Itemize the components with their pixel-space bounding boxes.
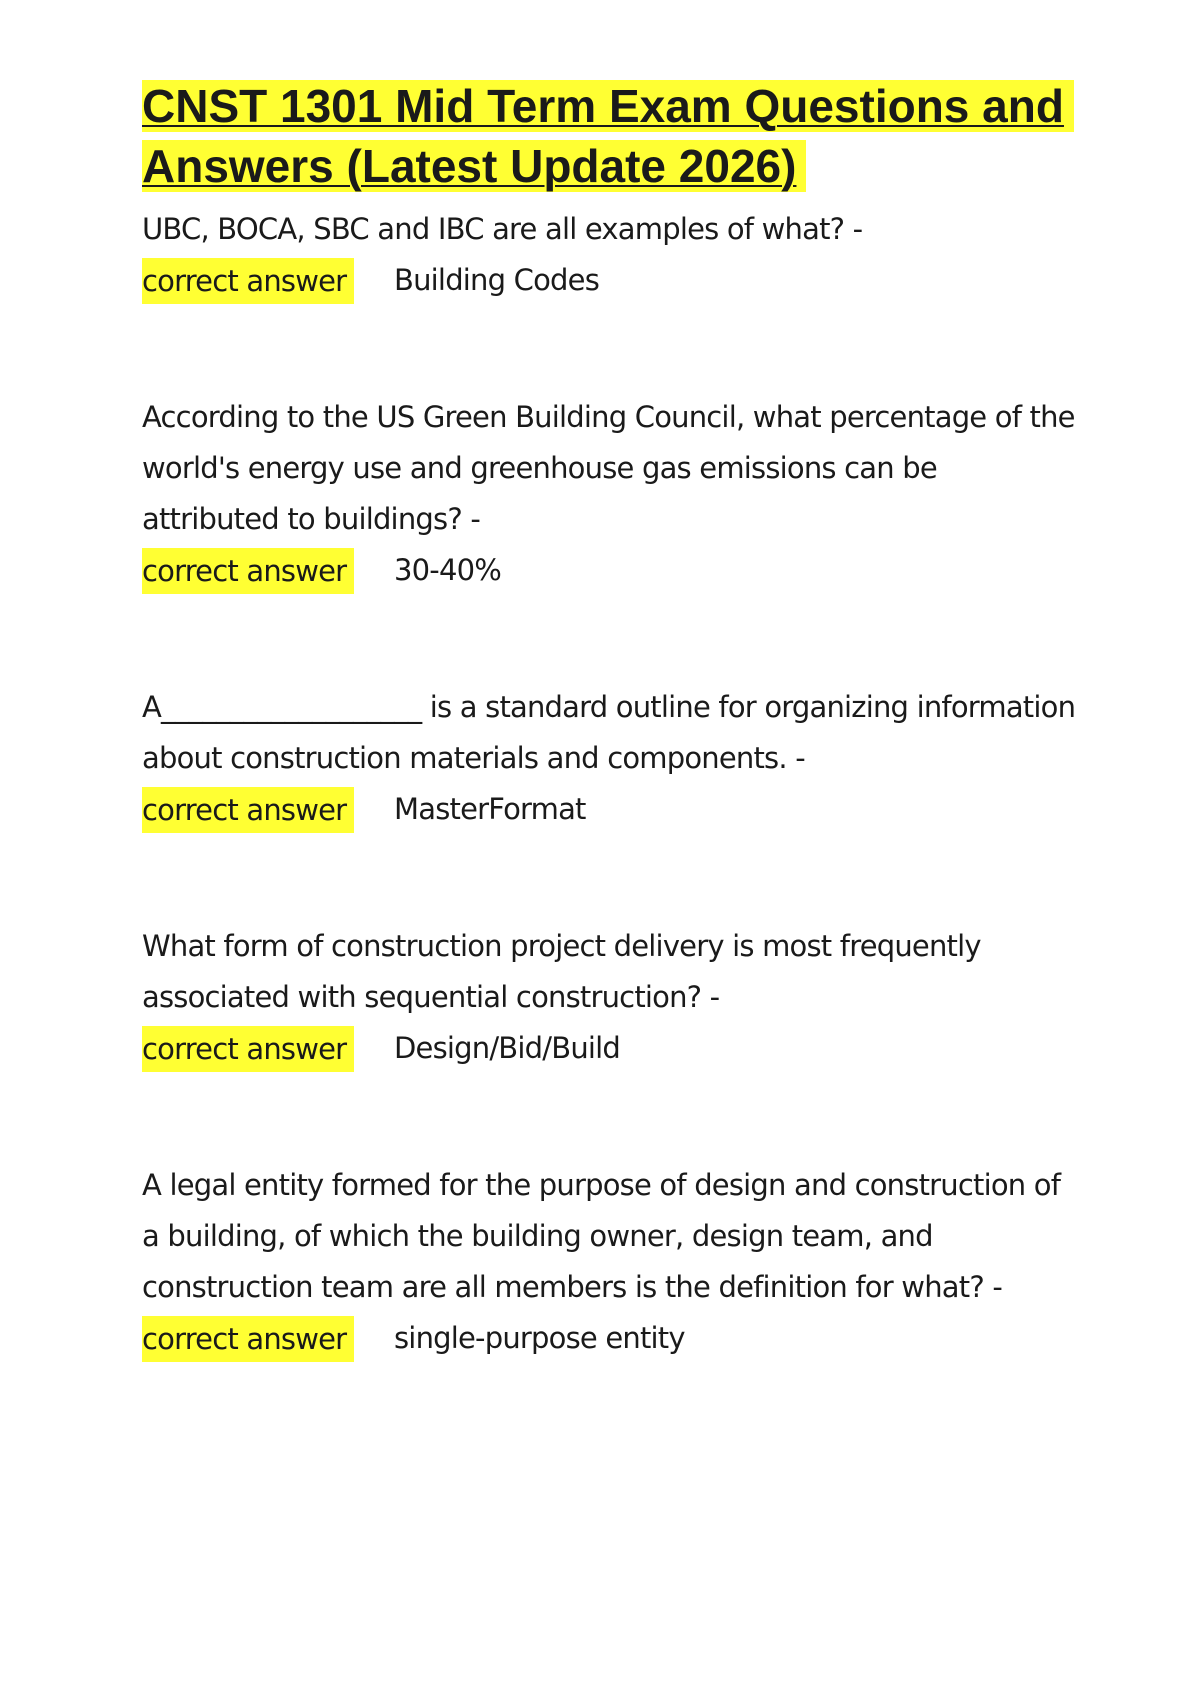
correct-answer-label: correct answer: [142, 548, 354, 594]
correct-answer-label: correct answer: [142, 787, 354, 833]
question-text: UBC, BOCA, SBC and IBC are all examples of what? -: [142, 212, 863, 246]
question-text: A legal entity formed for the purpose of design and construction of a building, of which the building owner, design team, and construction team are all members is the definition for what? -: [142, 1168, 1061, 1304]
qa-item-1: [142, 204, 1082, 306]
question-text: A___________________ is a standard outline for organizing information about construction materials and components. -: [142, 690, 1076, 775]
answer-text: Design/Bid/Build: [394, 1031, 621, 1065]
answer-text: 30-40%: [394, 553, 502, 587]
correct-answer-label: correct answer: [142, 1316, 354, 1362]
qa-item-4: [142, 921, 1082, 1074]
answer-line: [142, 1023, 1082, 1074]
qa-item-5: [142, 1160, 1082, 1364]
document-title: [142, 76, 1082, 196]
answer-line: [142, 255, 1082, 306]
answer-text: MasterFormat: [394, 792, 586, 826]
answer-text: Building Codes: [394, 263, 600, 297]
answer-text: single-purpose entity: [394, 1321, 685, 1355]
answer-line: [142, 1313, 1082, 1364]
correct-answer-label: correct answer: [142, 1026, 354, 1072]
document-page: [142, 76, 1082, 1364]
question-text: According to the US Green Building Council, what percentage of the world's energy use and greenhouse gas emissions can be attributed to buildings? -: [142, 400, 1075, 536]
answer-line: [142, 545, 1082, 596]
question-text: What form of construction project delivery is most frequently associated with sequential construction? -: [142, 929, 981, 1014]
correct-answer-label: correct answer: [142, 258, 354, 304]
qa-item-3: [142, 682, 1082, 835]
answer-line: [142, 784, 1082, 835]
qa-item-2: [142, 392, 1082, 596]
document-title-text: CNST 1301 Mid Term Exam Questions and Answers (Latest Update 2026): [142, 80, 1074, 192]
